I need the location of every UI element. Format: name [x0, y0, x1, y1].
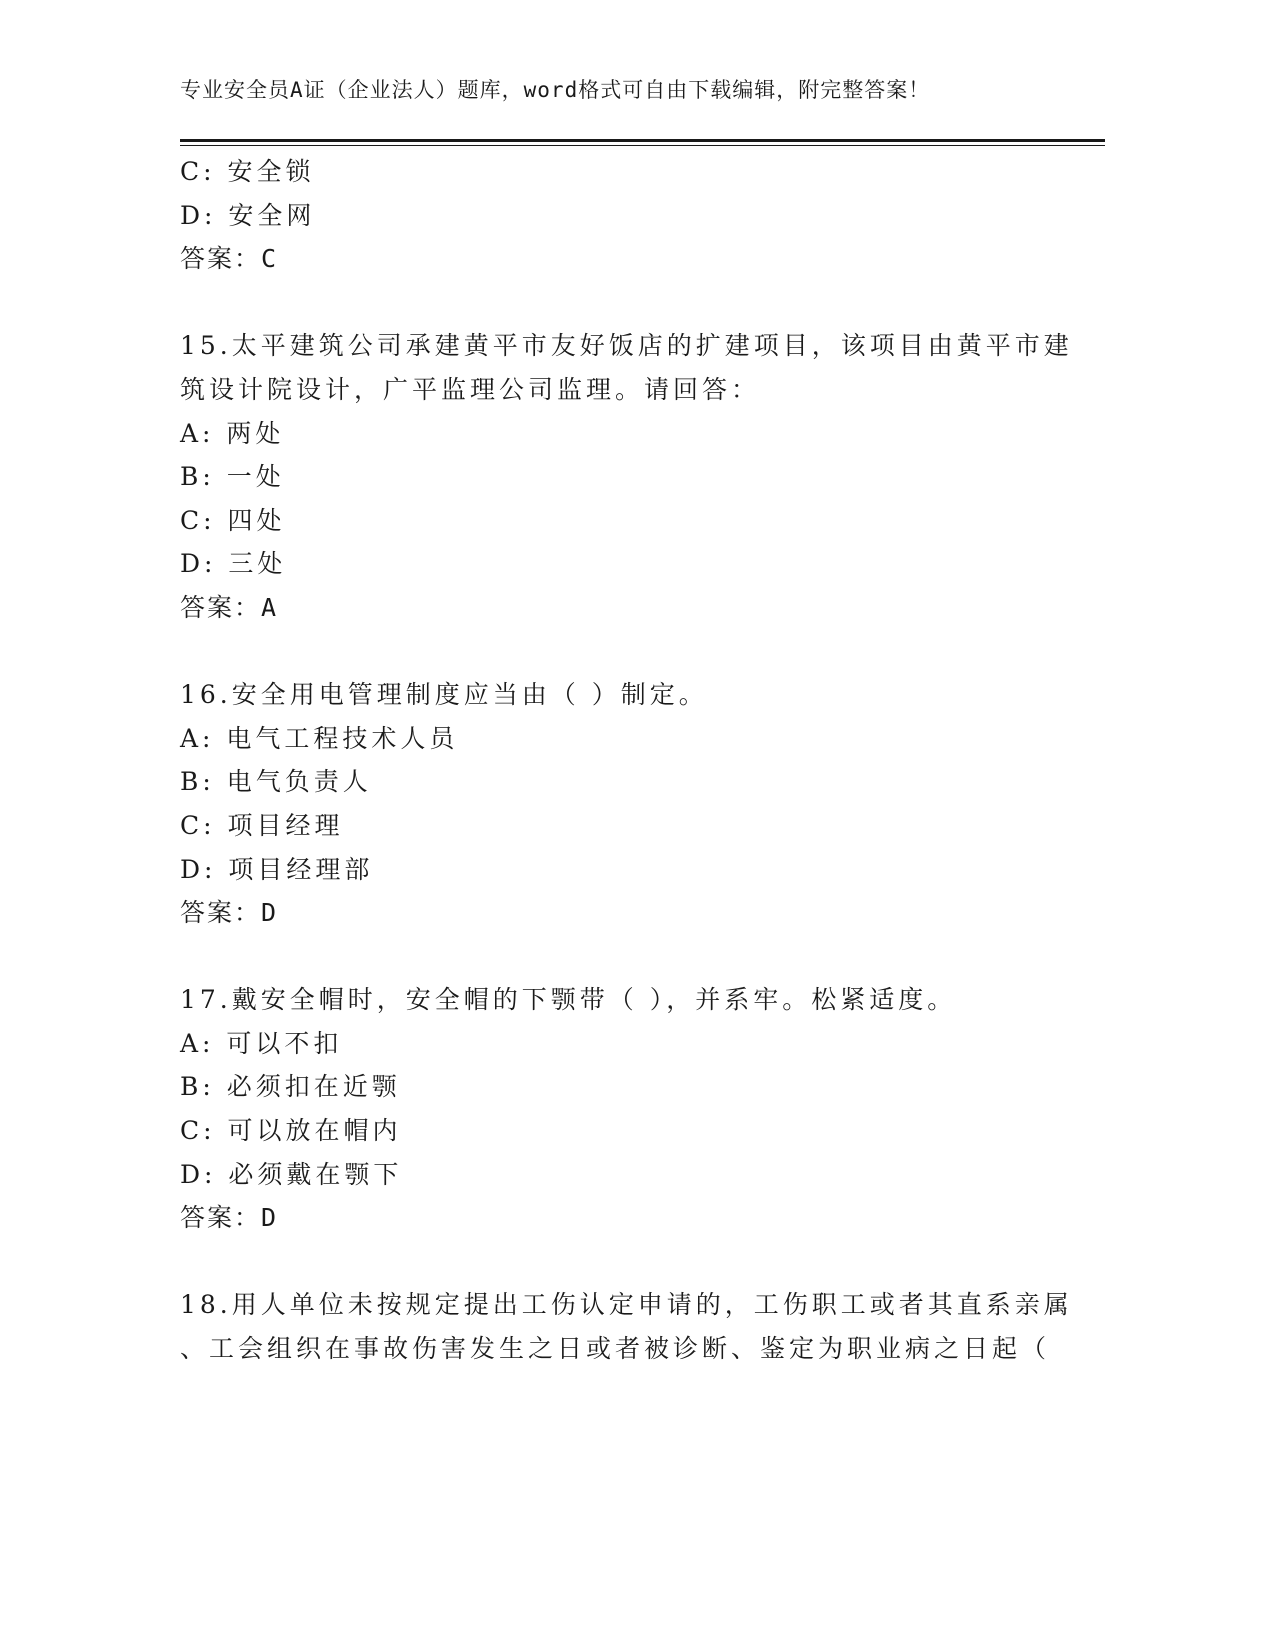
- answer-label: 答案：: [180, 592, 262, 622]
- question-block-18: [180, 1283, 1073, 1370]
- option-line: D: 必须戴在颚下: [180, 1159, 403, 1189]
- option-line: B: 必须扣在近颚: [180, 1072, 401, 1102]
- answer-label: 答案：: [180, 1203, 262, 1233]
- header-rule-thin: [180, 145, 1105, 146]
- answer-line: [180, 586, 1060, 630]
- question-block-16: [180, 673, 1060, 935]
- option-line: C: 项目经理: [180, 810, 344, 840]
- option-line: C: 可以放在帽内: [180, 1116, 402, 1146]
- answer-line: [180, 891, 1060, 935]
- option-line: B: 电气负责人: [180, 767, 372, 797]
- question-stem: 筑设计院设计，广平监理公司监理。请回答：: [180, 374, 761, 404]
- option-line: D: 三处: [180, 549, 287, 579]
- question-content: [180, 150, 1073, 1371]
- question-block-15: [180, 324, 1073, 629]
- question-stem: 16.安全用电管理制度应当由（ ）制定。: [180, 680, 708, 710]
- question-stem: 18.用人单位未按规定提出工伤认定申请的，工伤职工或者其直系亲属: [180, 1290, 1073, 1320]
- option-line: C: 四处: [180, 505, 286, 535]
- question-block-17: [180, 978, 1060, 1240]
- answer-line: [180, 237, 1060, 281]
- answer-value: A: [261, 592, 279, 622]
- page-header: 专业安全员A证（企业法人）题库，word格式可自由下载编辑，附完整答案！: [180, 78, 931, 102]
- question-stem: 、工会组织在事故伤害发生之日或者被诊断、鉴定为职业病之日起（: [180, 1334, 1051, 1364]
- option-line: A: 可以不扣: [180, 1028, 343, 1058]
- option-line: B: 一处: [180, 462, 285, 492]
- prev-question-block: [180, 150, 1060, 281]
- answer-label: 答案：: [180, 898, 262, 928]
- answer-value: C: [261, 244, 279, 274]
- answer-value: D: [261, 1203, 279, 1233]
- question-stem: 15.太平建筑公司承建黄平市友好饭店的扩建项目，该项目由黄平市建: [180, 331, 1073, 361]
- option-line: D: 项目经理部: [180, 854, 374, 884]
- option-line: A: 电气工程技术人员: [180, 723, 459, 753]
- answer-label: 答案：: [180, 244, 262, 274]
- question-stem: 17.戴安全帽时，安全帽的下颚带（ ），并系牢。松紧适度。: [180, 985, 957, 1015]
- answer-value: D: [261, 898, 279, 928]
- option-line: C: 安全锁: [180, 157, 315, 186]
- option-line: A: 两处: [180, 418, 285, 448]
- answer-line: [180, 1196, 1060, 1240]
- option-line: D: 安全网: [180, 200, 316, 230]
- header-rule-thick: [180, 139, 1105, 142]
